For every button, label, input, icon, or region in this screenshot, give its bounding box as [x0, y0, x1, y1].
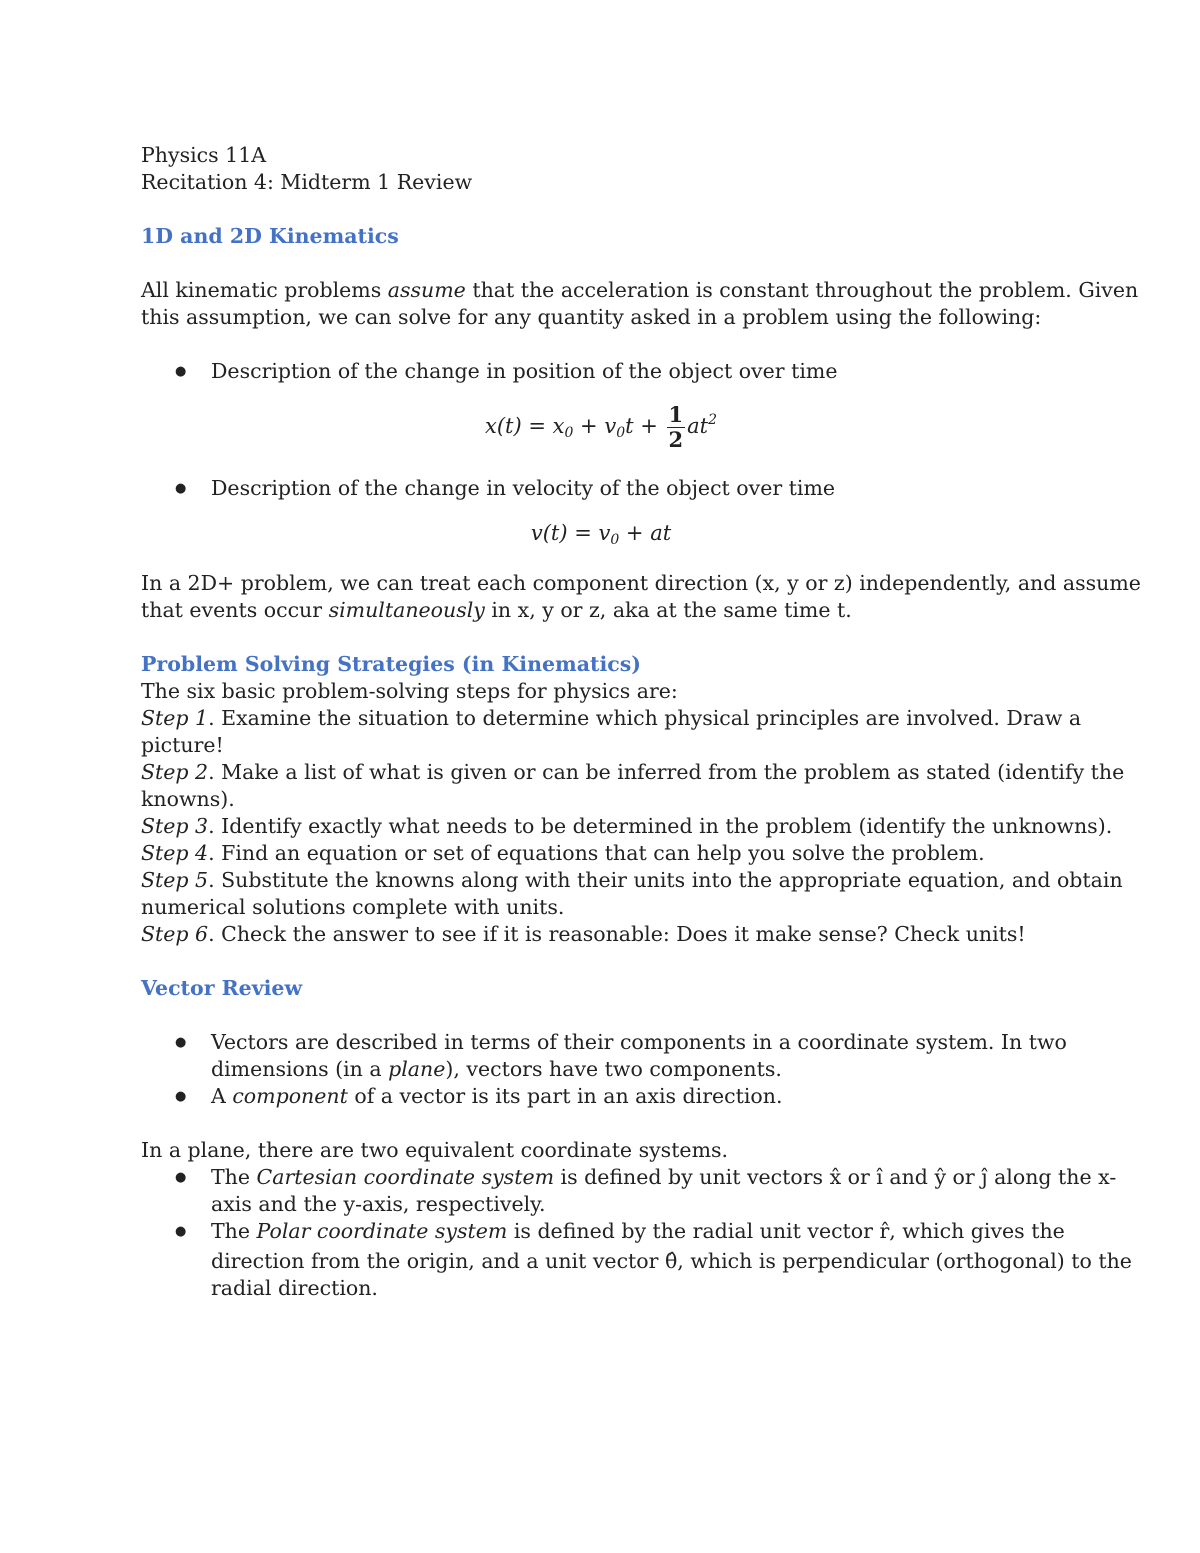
section-heading-strategies: Problem Solving Strategies (in Kinematics) — [141, 652, 641, 676]
kinematics-intro-line1: All kinematic problems assume that the acceleration is constant throughout the problem. Given — [141, 278, 1139, 302]
document-page — [141, 142, 1141, 1302]
polar-line1: ● The Polar coordinate system is defined by the radial unit vector r̂, which gives the — [211, 1219, 1065, 1243]
step-6: Step 6. Check the answer to see if it is reasonable: Does it make sense? Check units! — [141, 922, 1026, 946]
polar-line2: direction from the origin, and a unit vector θ̂, which is perpendicular (orthogonal) to the — [211, 1249, 1132, 1273]
step-5-cont: numerical solutions complete with units. — [141, 895, 565, 919]
step-3: Step 3. Identify exactly what needs to be determined in the problem (identify the unknowns). — [141, 814, 1113, 838]
document-subtitle: Recitation 4: Midterm 1 Review — [141, 170, 473, 194]
polar-line3: radial direction. — [211, 1276, 378, 1300]
list-item: ● A component of a vector is its part in an axis direction. — [141, 1083, 1061, 1110]
list-item — [141, 1218, 1132, 1302]
step-1-cont: picture! — [141, 733, 224, 757]
kinematics-bullets-velocity — [141, 475, 1061, 502]
step-2: Step 2. Make a list of what is given or can be inferred from the problem as stated (identify the — [141, 760, 1125, 784]
section-heading-kinematics: 1D and 2D Kinematics — [141, 224, 399, 248]
section-heading-vectors: Vector Review — [141, 976, 303, 1000]
step-5: Step 5. Substitute the knowns along with their units into the appropriate equation, and obtain — [141, 868, 1123, 892]
kinematics-2d-line2: that events occur simultaneously in x, y or z, aka at the same time t. — [141, 598, 852, 622]
cartesian-line1: ● The Cartesian coordinate system is defined by unit vectors x̂ or ı̂ and ŷ or ȷ̂ along the x- — [211, 1165, 1117, 1189]
kinematics-2d-line1: In a 2D+ problem, we can treat each component direction (x, y or z) independently, and assume — [141, 571, 1141, 595]
strategies-intro: The six basic problem-solving steps for physics are: — [141, 679, 678, 703]
step-1: Step 1. Examine the situation to determine which physical principles are involved. Draw a — [141, 706, 1082, 730]
vector-bullet1-line2: dimensions (in a plane), vectors have two components. — [211, 1057, 782, 1081]
vector-bullet1-line1: ● Vectors are described in terms of their components in a coordinate system. In two — [211, 1030, 1067, 1054]
course-title: Physics 11A — [141, 143, 267, 167]
step-2-cont: knowns). — [141, 787, 235, 811]
plane-intro: In a plane, there are two equivalent coordinate systems. — [141, 1138, 729, 1162]
list-item — [141, 1164, 1117, 1218]
list-item — [141, 1029, 1067, 1083]
list-item: ● Description of the change in position of the object over time — [141, 358, 1061, 385]
equation-velocity: $v(t) = v_0$ + at — [530, 521, 672, 548]
vector-bullets — [141, 1029, 1067, 1110]
steps-list — [141, 705, 1125, 948]
fraction-one-half: $\frac{1}{2}$ — [668, 402, 684, 452]
list-item: ● Description of the change in velocity of the object over time — [141, 475, 1061, 502]
kinematics-intro-line2: this assumption, we can solve for any quantity asked in a problem using the following: — [141, 305, 1042, 329]
coordinate-system-bullets — [141, 1164, 1132, 1302]
equation-position: $x(t) = x_0 + v_0t$ + $\frac{1}{2}$ $at^2$ — [484, 402, 718, 452]
cartesian-line2: axis and the y-axis, respectively. — [211, 1192, 546, 1216]
kinematics-bullets-position — [141, 358, 1061, 385]
step-4: Step 4. Find an equation or set of equations that can help you solve the problem. — [141, 841, 985, 865]
